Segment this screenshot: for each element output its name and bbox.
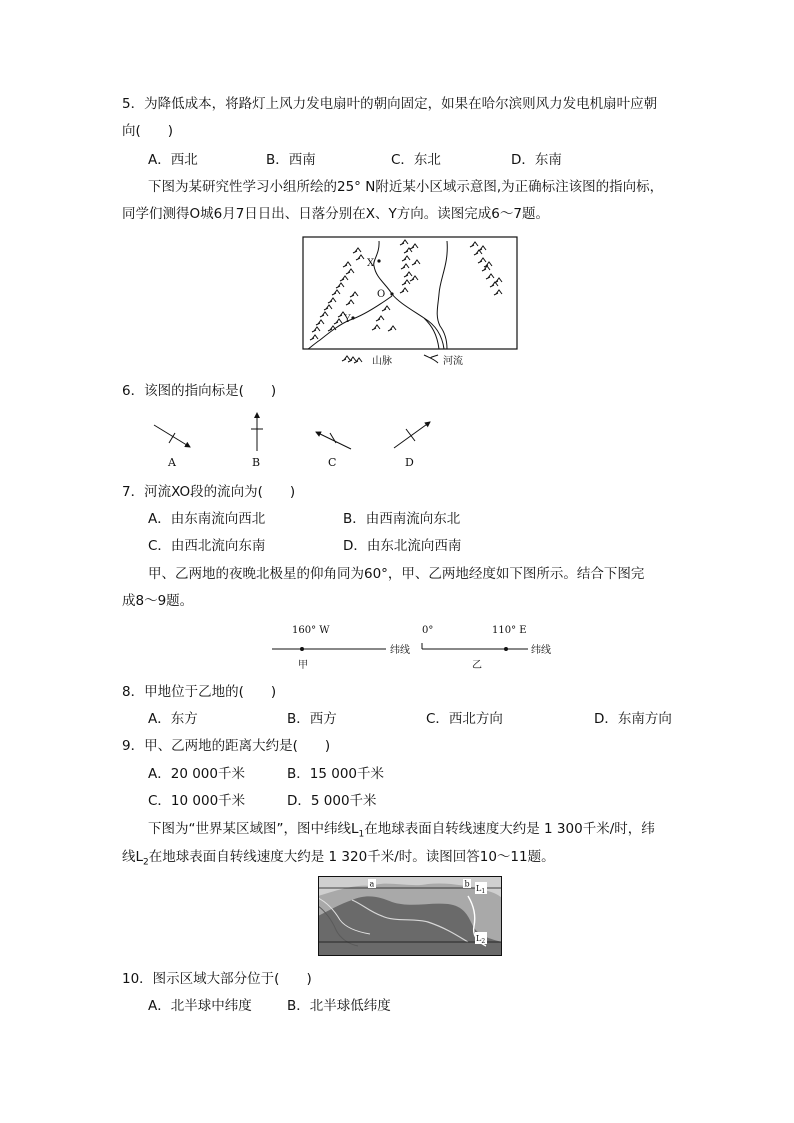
q5-option-d: D．东南 <box>511 152 562 168</box>
intro-8-9-line1: 甲、乙两地的夜晚北极星的仰角同为60°，甲、乙两地经度如下图所示。结合下图完 <box>148 566 645 582</box>
q5-stem-line1: 5．为降低成本，将路灯上风力发电扇叶的朝向固定，如果在哈尔滨则风力发电机扇叶应朝 <box>122 96 658 112</box>
north-arrow-a <box>154 425 190 447</box>
q10-option-a: A．北半球中纬度 <box>148 998 252 1014</box>
q9-option-d: D．5 000千米 <box>287 793 377 809</box>
q8-option-c: C．西北方向 <box>426 711 503 727</box>
yi-zero-label: 0° <box>422 625 434 636</box>
q5-stem-line2: 向( ) <box>122 123 174 139</box>
latitude-l1-label: $L_1$ <box>476 884 486 895</box>
longitude-figure <box>266 618 566 674</box>
legend-river-label: 河流 <box>443 356 463 367</box>
intro-10-11-line2: 线$L_2$在地球表面自转线速度大约是 1 320千米/时。读图回答10～11题。 <box>122 849 555 868</box>
q5-option-b: B．西南 <box>266 152 316 168</box>
q7-stem: 7．河流XO段的流向为( ) <box>122 484 296 500</box>
intro-6-7-line2: 同学们测得O城6月7日日出、日落分别在X、Y方向。读图完成6～7题。 <box>122 206 549 222</box>
q6-stem: 6．该图的指向标是( ) <box>122 383 277 399</box>
map2-point-a: a <box>369 879 375 889</box>
arrow-b-label: B <box>252 456 261 469</box>
legend-mountain-label: 山脉 <box>372 356 392 367</box>
river-legend-symbol <box>424 355 438 363</box>
jia-name-label: 甲 <box>298 660 308 671</box>
q10-option-b: B．北半球低纬度 <box>287 998 391 1014</box>
north-arrow-c <box>316 432 351 449</box>
arrow-d-label: D <box>405 456 414 469</box>
q7-option-a: A．由东南流向西北 <box>148 511 266 527</box>
point-o-label: O <box>377 289 386 300</box>
intro-8-9-line2: 成8～9题。 <box>122 593 194 609</box>
yi-latline-label: 纬线 <box>531 645 551 656</box>
q5-option-a: A．西北 <box>148 152 198 168</box>
north-arrow-b <box>251 413 263 451</box>
jia-longitude-label: 160° W <box>292 625 330 636</box>
q9-stem: 9．甲、乙两地的距离大约是( ) <box>122 738 331 754</box>
point-x-label: X <box>367 258 375 269</box>
yi-name-label: 乙 <box>472 660 482 671</box>
north-arrow-options <box>140 405 440 471</box>
q8-stem: 8．甲地位于乙地的( ) <box>122 684 277 700</box>
q5-option-c: C．东北 <box>391 152 441 168</box>
jia-latline-label: 纬线 <box>390 645 410 656</box>
q10-stem: 10．图示区域大部分位于( ) <box>122 971 312 987</box>
arrow-c-label: C <box>328 456 337 469</box>
region-sketch-map <box>300 236 520 370</box>
q8-option-d: D．东南方向 <box>594 711 672 727</box>
q9-option-b: B．15 000千米 <box>287 766 384 782</box>
world-region-map <box>318 876 502 956</box>
q7-option-d: D．由东北流向西南 <box>343 538 462 554</box>
intro-6-7-line1: 下图为某研究性学习小组所绘的25° N附近某小区域示意图,为正确标注该图的指向标， <box>148 179 664 195</box>
yi-longitude-label: 110° E <box>492 625 527 636</box>
map2-point-b: b <box>464 879 470 889</box>
intro-10-11-line1: 下图为“世界某区域图”，图中纬线$L_1$在地球表面自转线速度大约是 1 300千米/时，纬 <box>148 821 655 840</box>
q8-option-a: A．东方 <box>148 711 198 727</box>
q9-option-a: A．20 000千米 <box>148 766 245 782</box>
q7-option-b: B．由西南流向东北 <box>343 511 461 527</box>
q9-option-c: C．10 000千米 <box>148 793 246 809</box>
q7-option-c: C．由西北流向东南 <box>148 538 266 554</box>
arrow-a-label: A <box>168 456 176 469</box>
north-arrow-d <box>394 422 430 448</box>
yi-latitude-line <box>422 625 551 671</box>
q8-option-b: B．西方 <box>287 711 337 727</box>
mountain-legend-symbol <box>342 356 362 363</box>
jia-latitude-line <box>272 625 410 671</box>
latitude-l2-label: $L_2$ <box>476 934 486 945</box>
point-y-label: Y <box>344 314 351 325</box>
